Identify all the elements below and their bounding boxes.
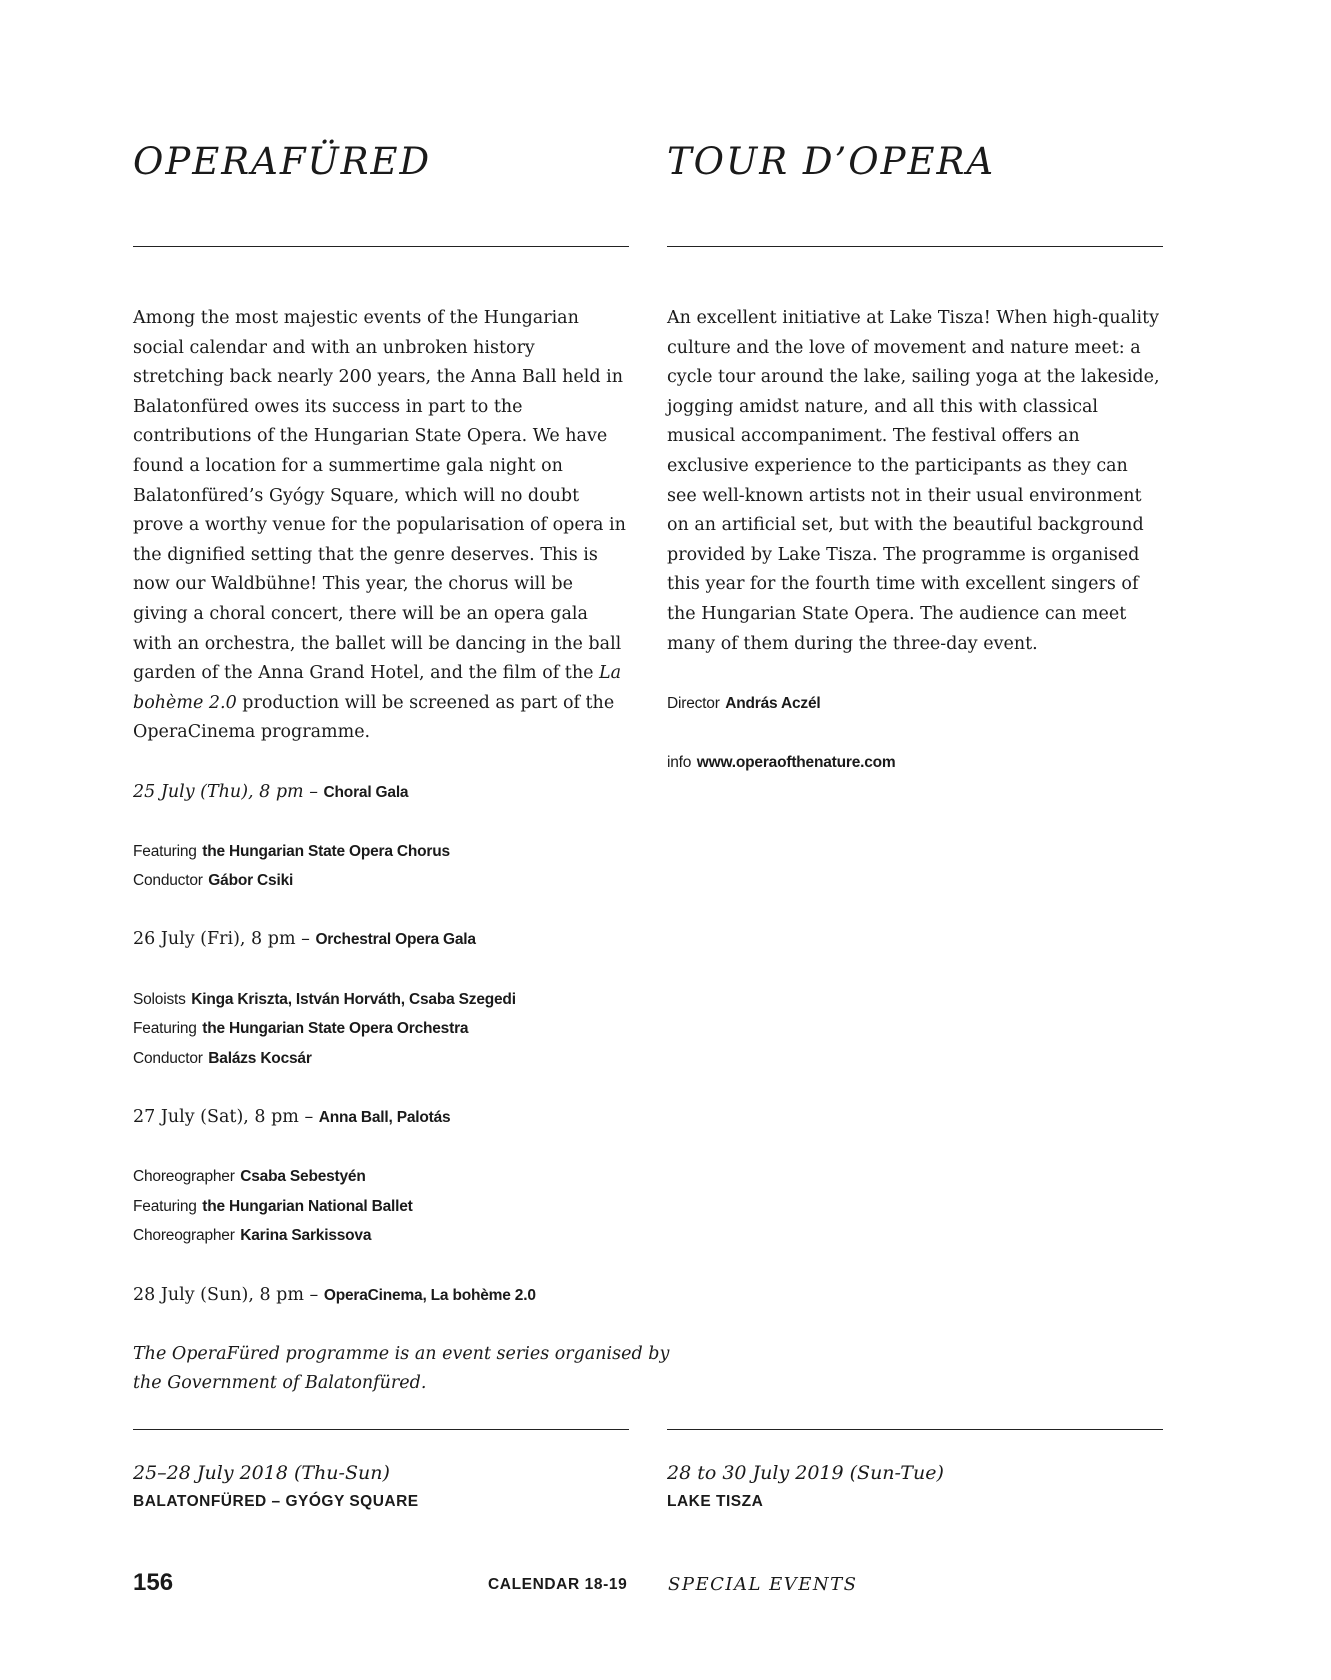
info-line xyxy=(667,748,1163,778)
operafured-date-block xyxy=(133,1458,419,1516)
tour-dopera-venue: LAKE TISZA xyxy=(667,1493,764,1510)
tour-dopera-intro: An excellent initiative at Lake Tisza! When high-quality culture and the love of movement and nature meet: a cycle tour around the lake, sailing yoga at the lakeside, jogging amidst nature, and all this with classical musical accompaniment. The festival offers an exclusive experience to the participants as they can see well-known artists not in their usual environment on an artificial set, but with the beautiful background provided by Lake Tisza. The programme is organised this year for the fourth time with excellent singers of the Hungarian State Opera. The audience can meet many of them during the three-day event. xyxy=(667,308,1160,654)
intro-italic-title: La bohème 2.0 xyxy=(133,663,622,713)
organiser-note-line1: The OperaFüred programme is an event series organised by xyxy=(133,1343,670,1364)
credit-line xyxy=(133,1044,629,1074)
credit-role: Choreographer xyxy=(133,1168,235,1186)
tour-dopera-body xyxy=(667,304,1163,778)
operafured-venue: BALATONFÜRED – GYÓGY SQUARE xyxy=(133,1493,419,1510)
credit-line xyxy=(133,837,629,867)
event-date-line xyxy=(133,778,629,808)
calendar-label: CALENDAR 18-19 xyxy=(488,1576,628,1593)
director-label: Director xyxy=(667,694,720,712)
info-website-link[interactable]: www.operaofthenature.com xyxy=(696,753,896,771)
info-label: info xyxy=(667,753,692,771)
tour-dopera-date-block xyxy=(667,1458,944,1516)
left-top-divider xyxy=(133,246,629,247)
credit-role: Featuring xyxy=(133,842,197,860)
event-title: Orchestral Opera Gala xyxy=(315,931,476,949)
credit-name: the Hungarian State Opera Chorus xyxy=(202,842,450,860)
page-number: 156 xyxy=(133,1569,174,1596)
event-date: 26 July (Fri), 8 pm – xyxy=(133,929,310,950)
event-date-line xyxy=(133,1103,629,1133)
credit-role: Featuring xyxy=(133,1020,197,1038)
director-name: András Aczél xyxy=(725,694,821,712)
left-bottom-divider xyxy=(133,1429,629,1430)
operafured-body xyxy=(133,304,670,1399)
event-title: Anna Ball, Palotás xyxy=(318,1109,451,1127)
intro-text-end: production will be screened as part of the OperaCinema programme. xyxy=(133,692,615,743)
credit-name: Kinga Kriszta, István Horváth, Csaba Szegedi xyxy=(191,990,516,1008)
credit-line xyxy=(133,1014,629,1044)
right-top-divider xyxy=(667,246,1163,247)
credit-role: Choreographer xyxy=(133,1227,235,1245)
credit-role: Conductor xyxy=(133,872,203,890)
event-date: 25 July (Thu), 8 pm – xyxy=(133,781,318,802)
credit-role: Soloists xyxy=(133,990,186,1008)
credit-name: Balázs Kocsár xyxy=(208,1049,312,1067)
event-title: OperaCinema, La bohème 2.0 xyxy=(323,1286,536,1304)
event-date: 27 July (Sat), 8 pm – xyxy=(133,1107,314,1128)
credit-line xyxy=(133,1162,629,1192)
tour-dopera-date-range: 28 to 30 July 2019 (Sun-Tue) xyxy=(667,1462,944,1484)
credit-role: Conductor xyxy=(133,1049,203,1067)
operafured-intro xyxy=(133,304,629,748)
credit-line xyxy=(133,1192,629,1222)
credit-name: the Hungarian National Ballet xyxy=(202,1197,413,1215)
right-bottom-divider xyxy=(667,1429,1163,1430)
organiser-note-line2: the Government of Balatonfüred. xyxy=(133,1373,427,1394)
event-title: Choral Gala xyxy=(323,783,409,801)
credit-name: Gábor Csiki xyxy=(208,872,294,890)
credit-role: Featuring xyxy=(133,1197,197,1215)
operafured-date-range: 25–28 July 2018 (Thu-Sun) xyxy=(133,1462,390,1484)
credit-line xyxy=(133,985,629,1015)
credit-name: Karina Sarkissova xyxy=(240,1227,372,1245)
event-date: 28 July (Sun), 8 pm – xyxy=(133,1284,319,1305)
intro-text: Among the most majestic events of the Hungarian social calendar and with an unbroken history stretching back nearly 200 years, the Anna Ball held in Balatonfüred owes its success in part to the contributions of the Hungarian State Opera. We have found a location for a summertime gala night on Balatonfüred’s Gyógy Square, which will no doubt prove a worthy venue for the popularisation of opera in the dignified setting that the genre deserves. This is now our Waldbühne! This year, the chorus will be giving a choral concert, there will be an opera gala with an orchestra, the ballet will be dancing in the ball garden of the Anna Grand Hotel, and the film of the xyxy=(133,308,626,684)
section-label: SPECIAL EVENTS xyxy=(668,1574,858,1595)
credit-line xyxy=(133,866,629,896)
credit-line xyxy=(133,1221,629,1251)
operafured-heading: OPERAFÜRED xyxy=(133,140,432,183)
tour-dopera-heading: TOUR D’OPERA xyxy=(667,140,996,183)
credit-name: Csaba Sebestyén xyxy=(240,1168,366,1186)
event-date-line xyxy=(133,925,629,955)
director-line xyxy=(667,689,1163,719)
event-date-line xyxy=(133,1281,629,1311)
credit-name: the Hungarian State Opera Orchestra xyxy=(202,1020,469,1038)
